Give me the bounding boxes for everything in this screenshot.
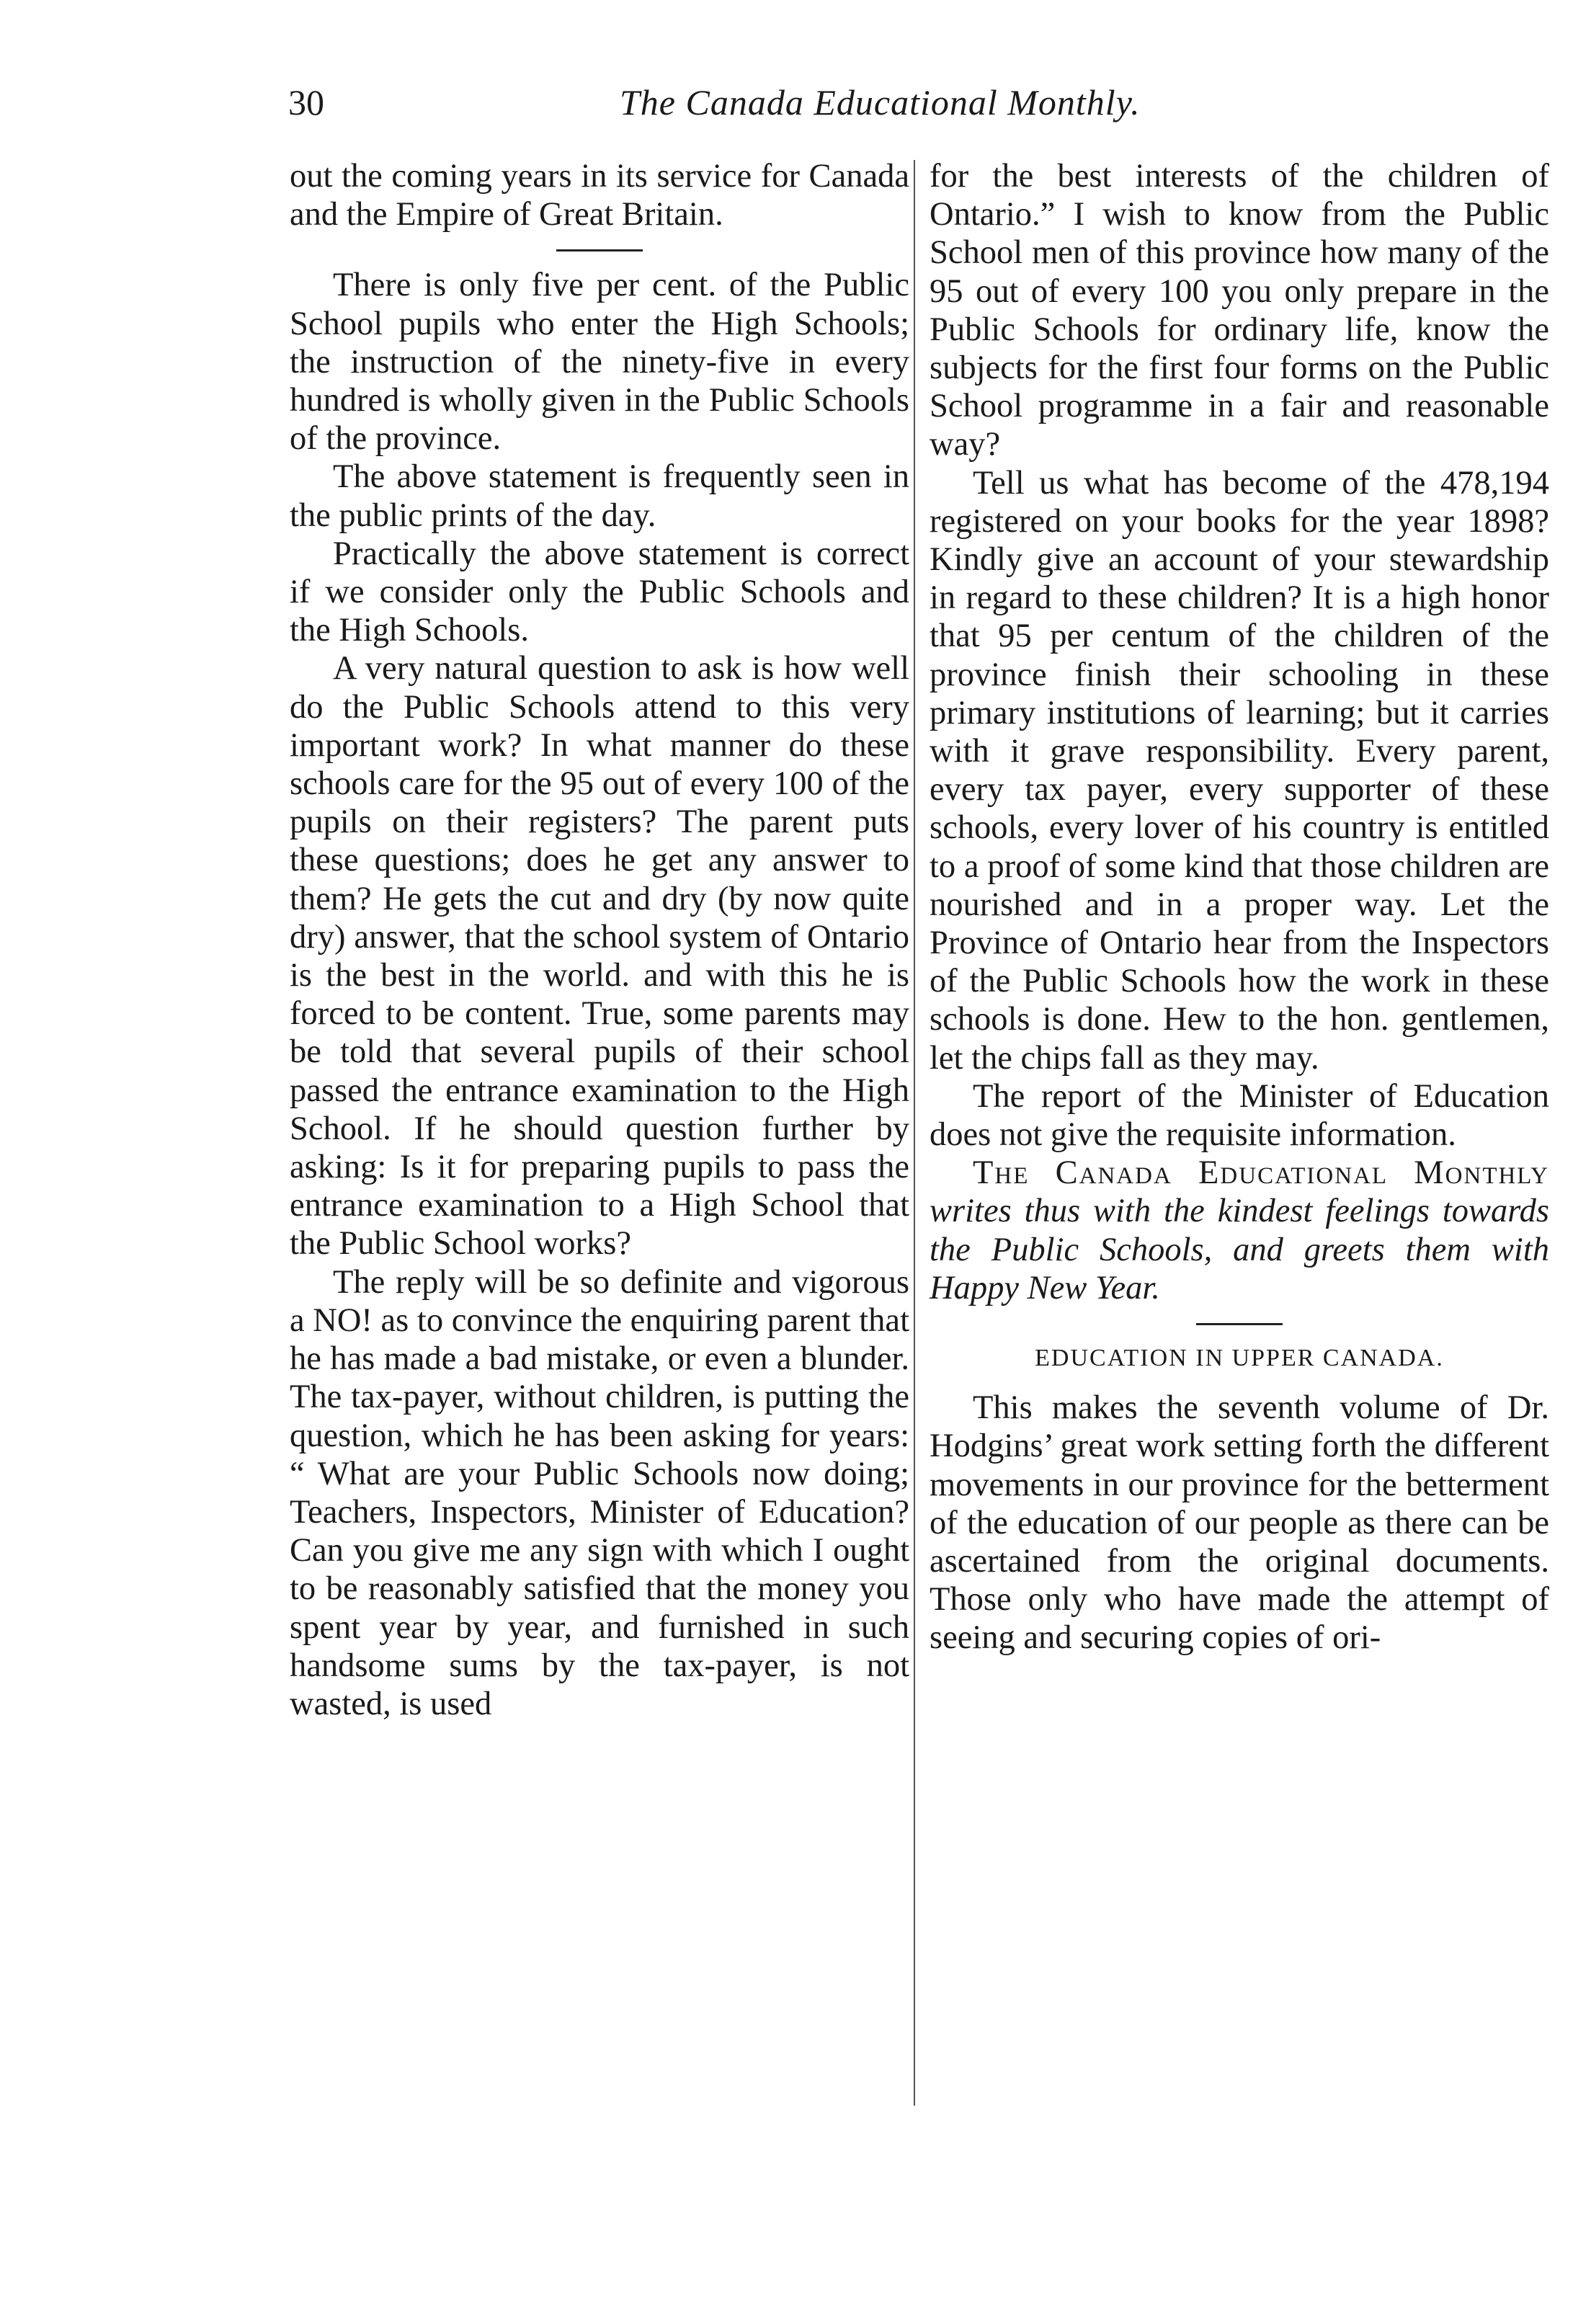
journal-title: The Canada Educational Monthly.: [620, 82, 1141, 123]
paragraph: This makes the seventh volume of Dr. Hodgins’ great work setting forth the different movements in our province for the betterment of the education of our people as there can be ascertained from the original documents. Those only who have made the attempt of seeing and securing copies of ori-: [930, 1389, 1549, 1657]
paragraph: [930, 1154, 1549, 1307]
paragraph: There is only five per cent. of the Public School pupils who enter the High Schools; the instruction of the ninety-five in every hundred is wholly given in the Public Schools of the province.: [290, 267, 909, 458]
paragraph: for the best interests of the children of Ontario.” I wish to know from the Public School men of this province how many of the 95 out of every 100 you only prepare in the Public Schools for ordinary life, know the subjects for the first four forms on the Public School programme in a fair and reasonable way?: [930, 158, 1549, 463]
right-column: [930, 157, 1549, 1657]
section-divider: [556, 249, 643, 251]
page-number: 30: [288, 82, 324, 123]
running-head: [288, 81, 1247, 131]
paragraph: The report of the Minister of Education does not give the requisite information.: [930, 1077, 1549, 1154]
journal-name-smallcaps: The Canada Educational Monthly: [973, 1154, 1549, 1192]
section-heading: EDUCATION IN UPPER CANADA.: [1035, 1345, 1444, 1372]
section-divider: [1196, 1323, 1283, 1325]
paragraph: Tell us what has become of the 478,194 registered on your books for the year 1898? Kindly give an account of your stewardship in regard to these children? It is a high honor that 95 per centum of the children of the province finish their schooling in these primary institutions of learning; but it carries with it grave responsibility. Every parent, every tax payer, every supporter of these schools, every lover of his country is entitled to a proof of some kind that those children are nourished and in a proper way. Let the Province of Ontario hear from the Inspectors of the Public Schools how the work in these schools is done. Hew to the hon. gentlemen, let the chips fall as they may.: [930, 464, 1549, 1077]
paragraph: A very natural question to ask is how well do the Public Schools attend to this very important work? In what manner do these schools care for the 95 out of every 100 of the pupils on their registers? The parent puts these questions; does he get any answer to them? He gets the cut and dry (by now quite dry) answer, that the school system of Ontario is the best in the world. and with this he is forced to be content. True, some parents may be told that several pupils of their school passed the entrance examination to the High School. If he should question further by asking: Is it for preparing pupils to pass the entrance examination to a High School that the Public School works?: [290, 650, 909, 1263]
paragraph: Practically the above statement is correct if we consider only the Public Schools and the High Schools.: [290, 535, 909, 649]
paragraph: The reply will be so definite and vigorous a NO! as to convince the enquiring parent that he has made a bad mistake, or even a blunder. The tax-payer, without children, is putting the question, which he has been asking for years: “ What are your Public Schools now doing; Teachers, Inspectors, Minister of Education? Can you give me any sign with which I ought to be reasonably satisfied that the money you spent year by year, and furnished in such handsome sums by the tax-payer, is not wasted, is used: [290, 1263, 909, 1722]
column-divider: [914, 160, 915, 2106]
paragraph-text: writes thus with the kindest feelings towards the Public Schools, and greets them with Happy New Year.: [930, 1193, 1549, 1306]
paragraph: The above statement is frequently seen in the public prints of the day.: [290, 458, 909, 534]
paragraph: out the coming years in its service for Canada and the Empire of Great Britain.: [290, 158, 909, 233]
left-column: [290, 157, 909, 1723]
